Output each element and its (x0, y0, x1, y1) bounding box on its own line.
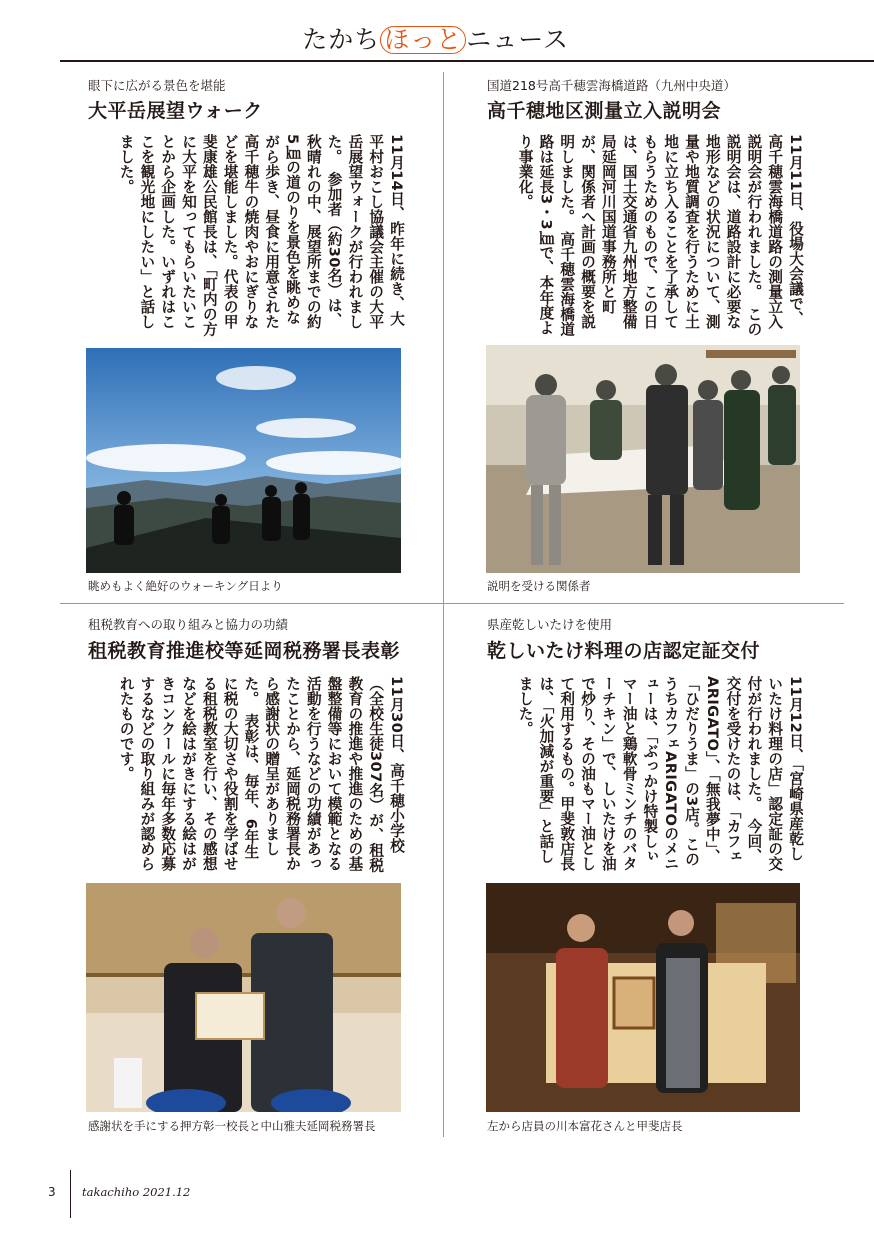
article-caption: 説明を受ける関係者 (487, 579, 591, 593)
article-body: 11月12日、「宮崎県産乾しいたけ料理の店」認定証の交付が行われました。 今回、交付を受けたのは、「カフェARIGATO」、「無我夢中」、「ひだりうま」の3店。このうちカフェARIGATOのメニューは、「ぶっかけ特製しぃマー油と鶏軟骨ミンチのバターチキン」で、しいたけを油で炒り、その油もマー油として利用するもの。甲斐敦店長は、「火加減が重要」と話しました。 (516, 676, 804, 872)
section-title-accent: ほっと (380, 26, 466, 54)
article-body: 11月14日、昨年に続き、大平村おこし協議会主催の大平岳展望ウォークが行われました。 参加者（約30名）は、秋晴れの中、展望所までの約5㎞の道のりを景色を眺めながら歩き、昼食に用意された高千穂牛の焼肉やおにぎりなどを堪能しました。代表の甲斐康雄公民館長は、「町内の方に大平を知ってもらいたいことから企画した。いずれはここを観光地にしたい」と話しました。 (117, 134, 405, 337)
article-caption: 眺めもよく絶好のウォーキング日より (88, 579, 283, 593)
header-rule (60, 60, 874, 62)
page-number: 3 (48, 1185, 56, 1199)
article-photo (86, 348, 401, 573)
article-kicker: 租税教育への取り組みと協力の功績 (88, 617, 289, 632)
article-headline: 租税教育推進校等延岡税務署長表彰 (88, 640, 401, 662)
article-photo (486, 883, 800, 1112)
publication-brand: takachiho 2021.12 (82, 1185, 191, 1199)
article-caption: 感謝状を手にする押方彰一校長と中山雅夫延岡税務署長 (88, 1119, 376, 1133)
article-photo (486, 345, 800, 573)
section-title-pre: たかち (302, 25, 381, 54)
column-divider (443, 72, 444, 1137)
footer-rule (70, 1170, 71, 1218)
article-photo (86, 883, 401, 1112)
row-divider (60, 603, 844, 604)
section-title (302, 20, 569, 56)
section-title-post: ニュース (466, 25, 569, 54)
article-body: 11月11日、役場大会議で、高千穂雲海橋道路の測量立入説明会が行われました。 この説明会は、道路設計に必要な地形などの状況について、測量や地質調査を行うために土地に立ち入ることを了承してもらうためのもので、この日は、国土交通省九州地方整備局延岡河川国道事務所と町が、関係者へ計画の概要を説明しました。 高千穂雲海橋道路は延長3・3㎞で、本年度より事業化。 (516, 134, 804, 337)
article-kicker: 眼下に広がる景色を堪能 (88, 78, 226, 93)
article-headline: 大平岳展望ウォーク (88, 100, 263, 122)
article-headline: 乾しいたけ料理の店認定証交付 (487, 640, 761, 662)
article-kicker: 県産乾しいたけを使用 (487, 617, 613, 632)
article-caption: 左から店員の川本富花さんと甲斐店長 (487, 1119, 683, 1133)
article-body: 11月30日、高千穂小学校（全校生徒307名）が、租税教育の推進や推進のための基盤整備等において模範となる活動を行うなどの功績があったことから、延岡税務署長から感謝状の贈呈がありました。 表彰は、毎年、6年生に税の大切さや役割を学ばせる租税教室を行い、その感想などを絵はがきにする絵はがきコンクールに毎年多数応募するなどの取り組みが認められたものです。 (117, 676, 405, 873)
article-kicker: 国道218号高千穂雲海橋道路（九州中央道） (487, 78, 736, 93)
article-headline: 高千穂地区測量立入説明会 (487, 100, 722, 122)
